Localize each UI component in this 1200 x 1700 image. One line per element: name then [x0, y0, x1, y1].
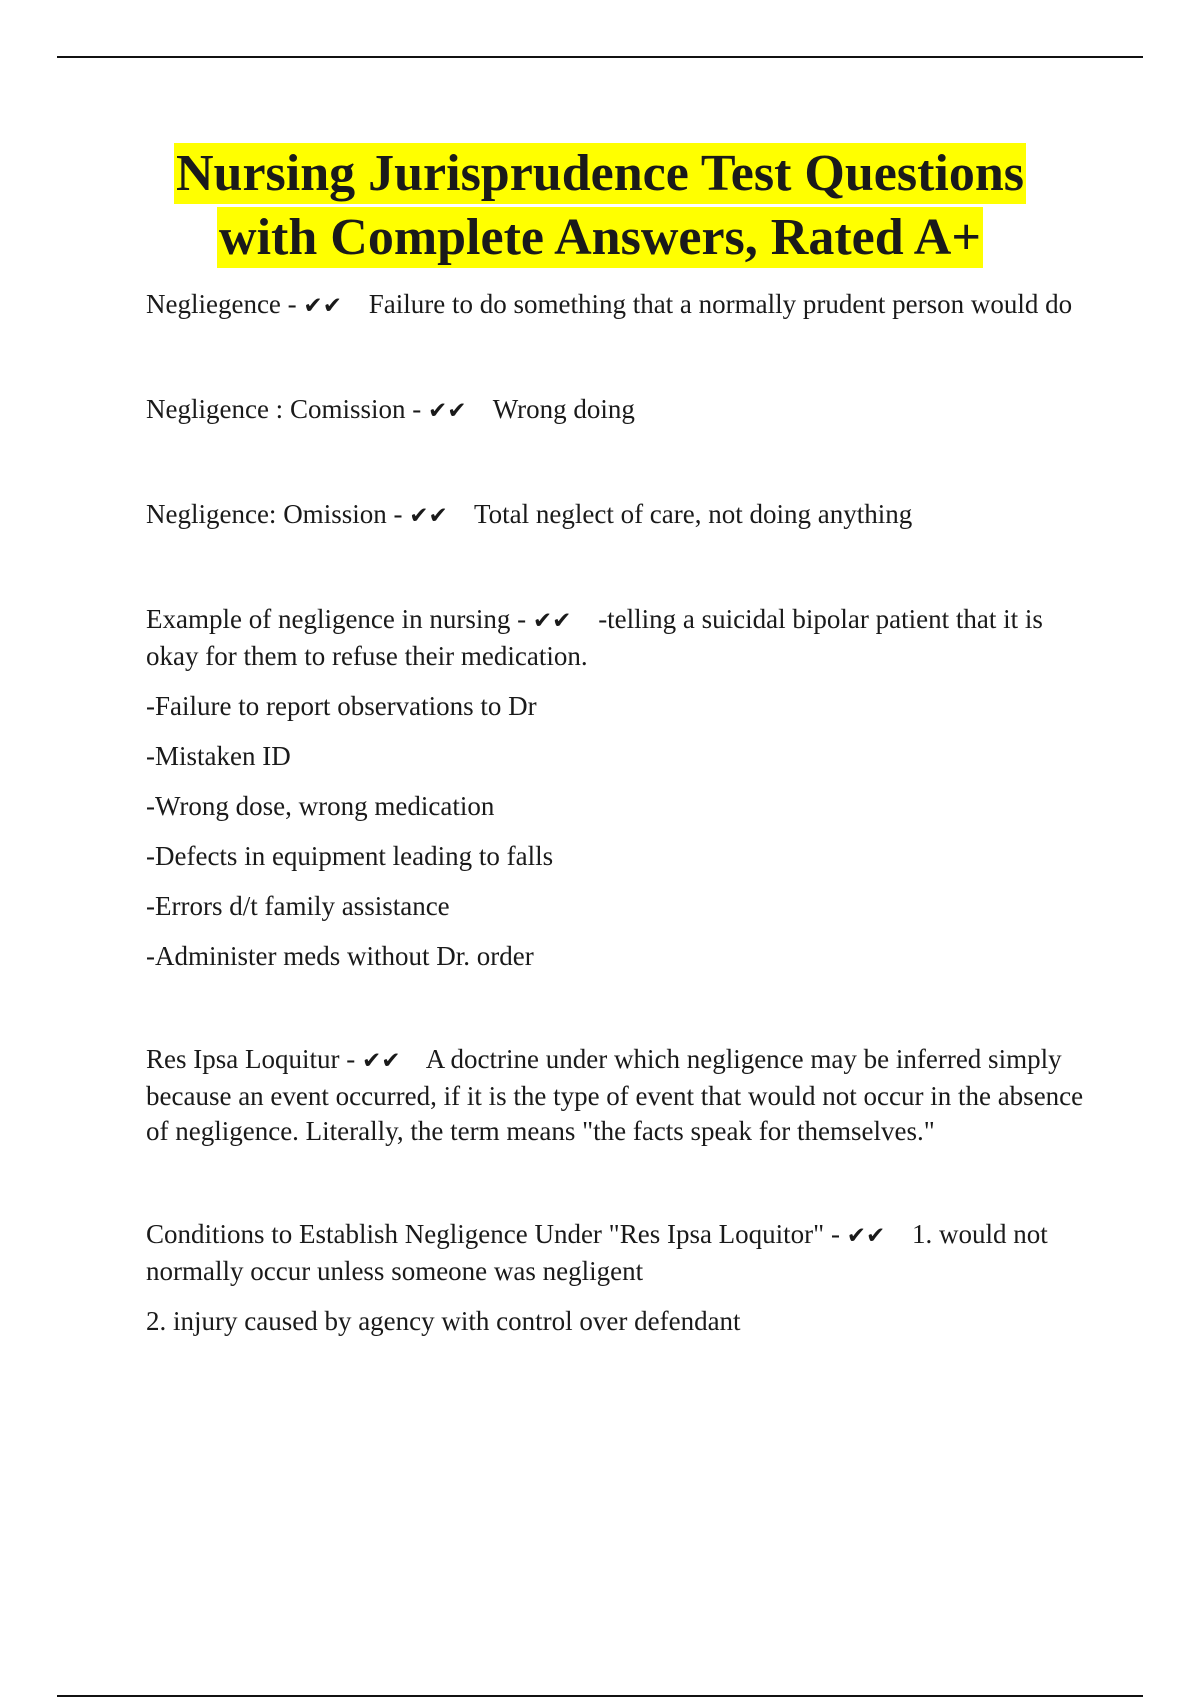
entry-paragraph [146, 497, 1096, 534]
entry-paragraph [146, 287, 1096, 324]
entry-negligence [146, 287, 1096, 324]
list-item: -Administer meds without Dr. order [146, 941, 534, 971]
entry-negligence-example [146, 602, 1096, 974]
check-mark-icon: ✔✔ [427, 398, 467, 424]
title-line-2: with Complete Answers, Rated A+ [219, 209, 981, 266]
check-mark-icon: ✔✔ [303, 293, 342, 319]
entry-paragraph [146, 1042, 1096, 1149]
document-title [0, 142, 1200, 270]
check-mark-icon: ✔✔ [409, 503, 448, 529]
list-item: -Errors d/t family assistance [146, 891, 450, 921]
entry-res-ipsa-loquitur [146, 1042, 1096, 1149]
document-body [146, 287, 1096, 1407]
entry-term: Negligence : Comission - [146, 394, 422, 424]
check-mark-icon: ✔✔ [361, 1048, 401, 1074]
list-item: 2. injury caused by agency with control over defendant [146, 1306, 741, 1336]
entry-definition: -telling a suicidal bipolar patient that it is okay for them to refuse their medication. [146, 604, 1043, 671]
entry-paragraph [146, 1217, 1096, 1289]
entry-paragraph [146, 392, 1096, 429]
entry-paragraph [146, 602, 1096, 674]
entry-definition: Total neglect of care, not doing anything [474, 499, 913, 529]
entry-term: Conditions to Establish Negligence Under "Res Ipsa Loquitor" - [146, 1219, 840, 1249]
entry-term: Res Ipsa Loquitur - [146, 1044, 356, 1074]
entry-term: Example of negligence in nursing - [146, 604, 527, 634]
entry-negligence-commission [146, 392, 1096, 429]
list-item: -Defects in equipment leading to falls [146, 841, 554, 871]
entry-term: Negligence: Omission - [146, 499, 403, 529]
check-mark-icon: ✔✔ [846, 1223, 886, 1249]
list-item: -Failure to report observations to Dr [146, 691, 537, 721]
list-item: -Mistaken ID [146, 741, 291, 771]
entry-res-ipsa-conditions [146, 1217, 1096, 1339]
entry-term: Negliegence - [146, 289, 297, 319]
list-item: -Wrong dose, wrong medication [146, 791, 495, 821]
top-rule [57, 56, 1143, 58]
entry-definition: 1. would not normally occur unless someone was negligent [146, 1219, 1048, 1286]
entry-definition: Wrong doing [492, 394, 635, 424]
entry-negligence-omission [146, 497, 1096, 534]
check-mark-icon: ✔✔ [532, 608, 572, 634]
bottom-rule [57, 1695, 1143, 1697]
entry-definition: A doctrine under which negligence may be inferred simply because an event occurred, if it is the type of event that would not occur in the absence of negligence. Literally, the term means "the facts speak for themselves." [146, 1044, 1084, 1146]
entry-definition: Failure to do something that a normally prudent person would do [368, 289, 1073, 319]
title-line-1: Nursing Jurisprudence Test Questions [175, 145, 1025, 202]
